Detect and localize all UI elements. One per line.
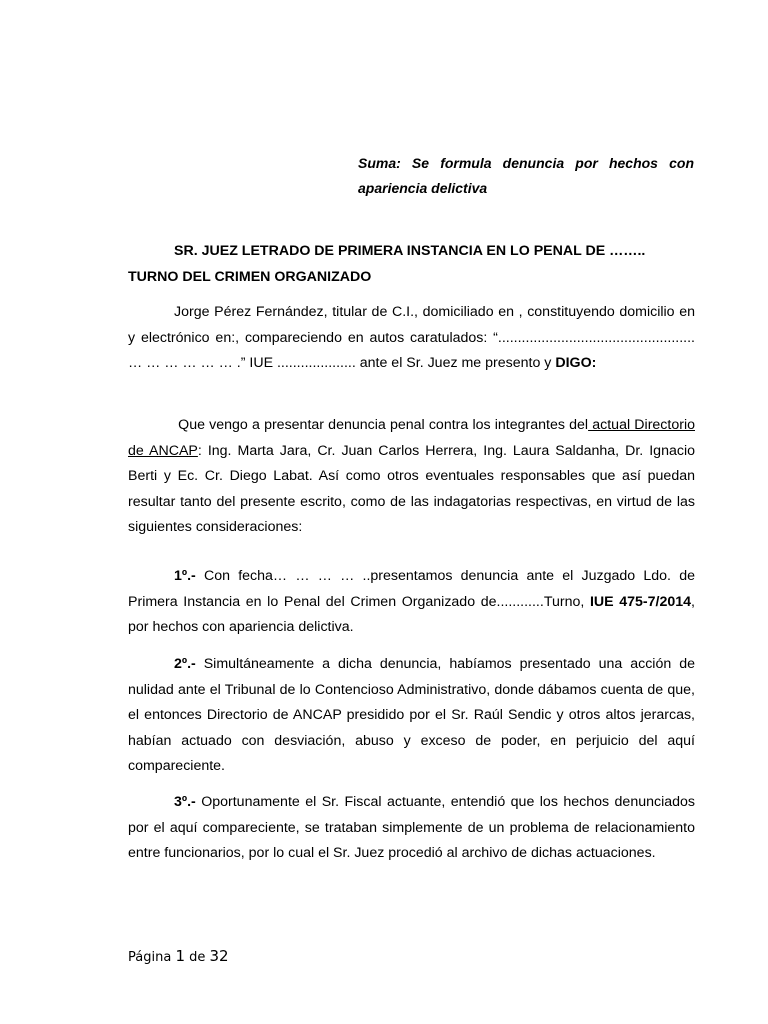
point-1-text: Con fecha… … … … ..presentamos denuncia ante el Juzgado Ldo. de Primera Instancia en lo Penal del Crimen Organizado de............Turno,	[128, 568, 695, 610]
point-3-number: 3º.-	[174, 794, 196, 810]
paragraph-point-1	[128, 564, 695, 641]
paragraph-point-3	[128, 790, 695, 867]
point-1-number: 1º.-	[174, 568, 196, 584]
suma-summary: Suma: Se formula denuncia por hechos con apariencia delictiva	[358, 155, 694, 196]
court-heading	[128, 238, 696, 290]
paragraph-complaint-before: Que vengo a presentar denuncia penal contra los integrantes del	[174, 417, 589, 433]
footer-current-page: 1	[175, 947, 185, 965]
footer-page-label: Página	[128, 950, 172, 965]
paragraph-complaint-after: : Ing. Marta Jara, Cr. Juan Carlos Herrera, Ing. Laura Saldanha, Dr. Ignacio Berti y Ec. Cr. Diego Labat. Así como otros eventuales responsables que así puedan resultar tanto del presente escrito, como de las indagatorias respectivas, en virtud de las siguientes consideraciones:	[128, 442, 695, 536]
footer-of-label: de	[189, 950, 206, 965]
paragraph-introduction-text: Jorge Pérez Fernández, titular de C.I., domiciliado en , constituyendo domicilio en y electrónico en:, compareciendo en autos caratulados: “.................................................. … … … … … … .” IUE .................... ante el Sr. Juez me presento y	[128, 304, 695, 372]
point-2-number: 2º.-	[174, 656, 196, 672]
paragraph-complaint	[128, 413, 695, 541]
paragraph-introduction-digo: DIGO:	[555, 355, 597, 372]
paragraph-introduction	[128, 300, 695, 377]
point-3-text: Oportunamente el Sr. Fiscal actuante, entendió que los hechos denunciados por el aquí compareciente, se trataban simplemente de un problema de relacionamiento entre funcionarios, por lo cual el Sr. Juez procedió al archivo de dichas actuaciones.	[128, 794, 695, 862]
footer-total-pages: 32	[209, 947, 229, 965]
court-heading-line-1: SR. JUEZ LETRADO DE PRIMERA INSTANCIA EN LO PENAL DE ……..	[174, 243, 646, 259]
paragraph-complaint-underlined: actual Directorio de ANCAP	[128, 417, 695, 459]
point-1-after: , por hechos con apariencia delictiva.	[128, 593, 695, 636]
point-2-text: Simultáneamente a dicha denuncia, habíamos presentado una acción de nulidad ante el Tribunal de lo Contencioso Administrativo, donde dábamos cuenta de que, el entonces Directorio de ANCAP presidido por el Sr. Raúl Sendic y otros altos jerarcas, habían actuado con desviación, abuso y exceso de poder, en perjuicio del aquí compareciente.	[128, 656, 695, 775]
paragraph-point-2	[128, 652, 695, 780]
point-1-iue: IUE 475-7/2014	[589, 593, 692, 610]
page-footer	[128, 944, 229, 970]
court-heading-line-2: TURNO DEL CRIMEN ORGANIZADO	[128, 269, 372, 285]
